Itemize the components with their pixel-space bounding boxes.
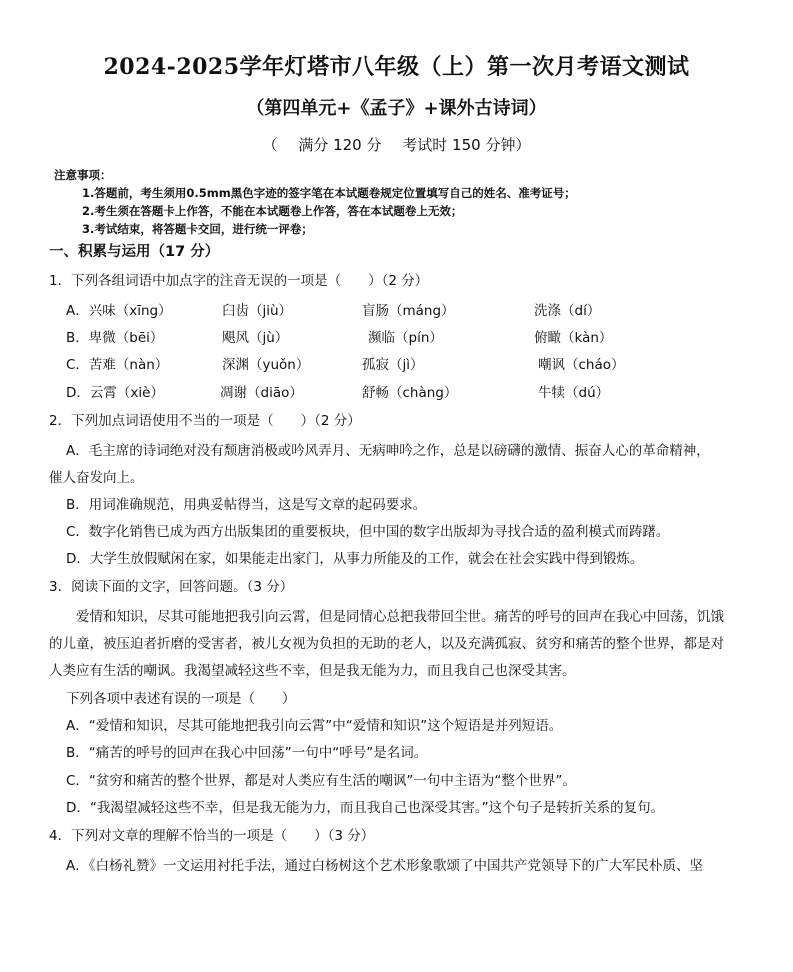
q1-option-b: B．卑微（bēi） (66, 330, 164, 346)
q4-option-a: A．《白杨礼赞》一文运用衬托手法，通过白杨树这个艺术形象歌颂了中国共产党领导下的广大军民朴质、坚 (66, 858, 703, 874)
q1-option-d: D．云霄（xiè） (66, 385, 164, 401)
q1-word: 深渊（yuǒn） (222, 357, 310, 373)
question-3-stem: 3．阅读下面的文字，回答问题。（3 分） (49, 579, 294, 595)
section-title: 一、积累与运用（17 分） (49, 244, 220, 260)
q1-word: 臼齿（jiù） (222, 303, 293, 319)
q2-option-c: C．数字化销售已成为西方出版集团的重要板块，但中国的数字出版却为寻找合适的盈利模式而踌躇。 (66, 524, 670, 540)
q2-option-d: D．大学生放假赋闲在家，如果能走出家门，从事力所能及的工作，就会在社会实践中得到锻炼。 (66, 551, 644, 567)
score-open-paren: （ (262, 136, 278, 154)
question-2-stem: 2．下列加点词语使用不当的一项是（ ）（2 分） (49, 413, 361, 429)
q1-word: 濒临（pín） (368, 330, 443, 346)
full-score: 满分 120 分 (298, 136, 382, 154)
notice-title: 注意事项： (54, 168, 112, 182)
question-4-stem: 4．下列对文章的理解不恰当的一项是（ ）（3 分） (49, 828, 375, 844)
q3-option-c: C．“贫穷和痛苦的整个世界，都是对人类应有生活的嘲讽”一句中主语为“整个世界”。 (66, 773, 576, 789)
q1-option-c: C．苦难（nàn） (66, 357, 169, 373)
exam-time: 考试时 150 分钟） (402, 136, 531, 154)
q3-option-d: D．“我渴望减轻这些不幸，但是我无能为力，而且我自己也深受其害。”这个句子是转折关系的复句。 (66, 800, 665, 816)
page-title: 2024-2025学年灯塔市八年级（上）第一次月考语文测试 (103, 54, 690, 80)
q1-word: 洗涤（dí） (534, 303, 601, 319)
q2-option-a: A．毛主席的诗词绝对没有颓唐消极或吟风弄月、无病呻吟之作，总是以磅礴的激情、振奋人心的革命精神， (66, 443, 710, 459)
page-subtitle: （第四单元+《孟子》+课外古诗词） (246, 98, 547, 119)
q1-word: 孤寂（jì） (362, 357, 424, 373)
notice-item: 3.考试结束，将答题卡交回，进行统一评卷； (82, 222, 313, 236)
q3-passage-line: 的儿童，被压迫者折磨的受害者，被儿女视为负担的无助的老人，以及充满孤寂、贫穷和痛苦的整个世界，都是对 (49, 636, 724, 652)
q2-option-a-continued: 催人奋发向上。 (49, 470, 144, 486)
q3-subquestion: 下列各项中表述有误的一项是（ ） (66, 691, 296, 707)
q1-option-a: A．兴味（xīng） (66, 303, 172, 319)
q1-word: 嘲讽（cháo） (538, 357, 625, 373)
q3-passage-line: 人类应有生活的嘲讽。我渴望减轻这些不幸，但是我无能为力，而且我自己也深受其害。 (49, 663, 576, 679)
question-1-stem: 1．下列各组词语中加点字的注音无误的一项是（ ）（2 分） (49, 273, 429, 289)
q1-word: 牛犊（dú） (538, 385, 610, 401)
q1-word: 俯瞰（kàn） (534, 330, 613, 346)
q1-word: 盲肠（máng） (362, 303, 455, 319)
q1-word: 凋谢（diāo） (220, 385, 303, 401)
notice-item: 2.考生须在答题卡上作答，不能在本试题卷上作答，答在本试题卷上无效； (82, 204, 463, 218)
score-info (0, 134, 793, 155)
q2-option-b: B．用词准确规范，用典妥帖得当，这是写文章的起码要求。 (66, 497, 427, 513)
q3-passage-line: 爱情和知识，尽其可能地把我引向云霄，但是同情心总把我带回尘世。痛苦的呼号的回声在我心中回荡，饥饿 (76, 609, 724, 625)
notice-item: 1.答题前，考生须用0.5mm黑色字迹的签字笔在本试题卷规定位置填写自己的姓名、准考证号； (82, 186, 576, 200)
q3-option-a: A．“爱情和知识，尽其可能地把我引向云霄”中“爱情和知识”这个短语是并列短语。 (66, 718, 563, 734)
q3-option-b: B．“痛苦的呼号的回声在我心中回荡”一句中“呼号”是名词。 (66, 745, 428, 761)
q1-word: 舒畅（chàng） (362, 385, 458, 401)
q1-word: 飓风（jù） (222, 330, 289, 346)
